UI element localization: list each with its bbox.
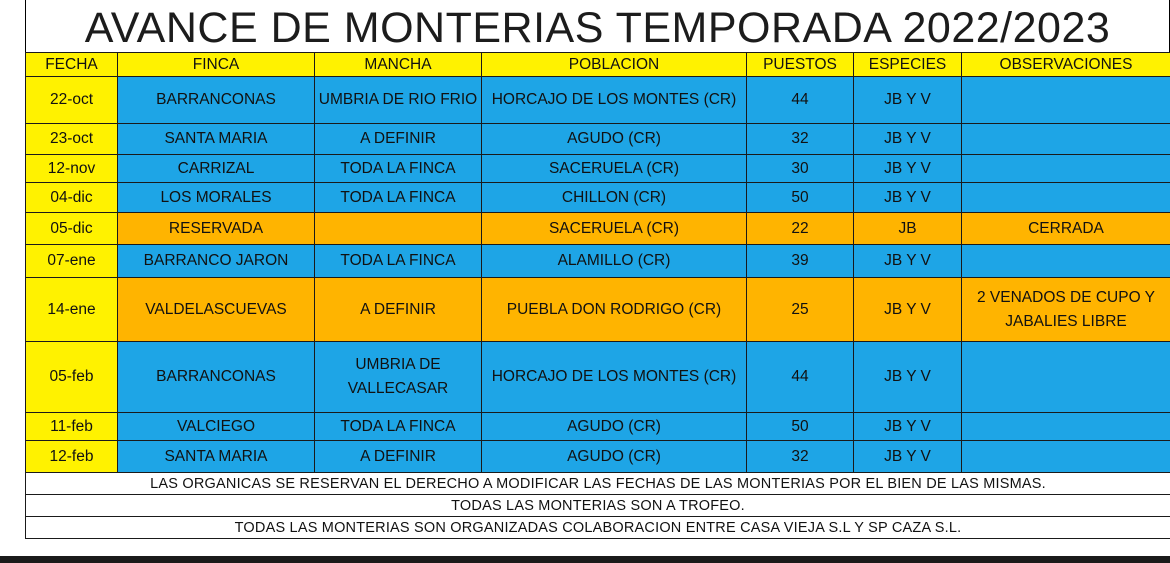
cell-mancha: UMBRIA DE VALLECASAR <box>315 342 482 413</box>
cell-especies: JB Y V <box>854 413 962 441</box>
note-row <box>26 473 1170 495</box>
cell-especies: JB Y V <box>854 278 962 342</box>
cell-finca: RESERVADA <box>118 213 315 245</box>
note-row <box>26 495 1170 517</box>
cell-fecha: 11-feb <box>26 413 118 441</box>
cell-fecha: 23-oct <box>26 124 118 155</box>
cell-obs <box>962 183 1170 213</box>
cell-puestos: 32 <box>747 441 854 473</box>
header-fecha: FECHA <box>26 53 118 77</box>
page-title: AVANCE DE MONTERIAS TEMPORADA 2022/2023 <box>25 0 1170 52</box>
cell-finca: SANTA MARIA <box>118 124 315 155</box>
note-text: TODAS LAS MONTERIAS SON ORGANIZADAS COLABORACION ENTRE CASA VIEJA S.L Y SP CAZA S.L. <box>26 517 1170 539</box>
cell-finca: BARRANCONAS <box>118 342 315 413</box>
cell-obs: CERRADA <box>962 213 1170 245</box>
cell-puestos: 50 <box>747 183 854 213</box>
cell-mancha: TODA LA FINCA <box>315 183 482 213</box>
cell-puestos: 32 <box>747 124 854 155</box>
table-row <box>26 342 1170 413</box>
note-text: LAS ORGANICAS SE RESERVAN EL DERECHO A MODIFICAR LAS FECHAS DE LAS MONTERIAS POR EL BIEN DE LAS MISMAS. <box>26 473 1170 495</box>
header-especies: ESPECIES <box>854 53 962 77</box>
cell-poblacion: SACERUELA (CR) <box>482 155 747 183</box>
cell-poblacion: HORCAJO DE LOS MONTES (CR) <box>482 77 747 124</box>
cell-fecha: 05-dic <box>26 213 118 245</box>
cell-finca: SANTA MARIA <box>118 441 315 473</box>
cell-obs <box>962 413 1170 441</box>
cell-puestos: 30 <box>747 155 854 183</box>
cell-mancha: TODA LA FINCA <box>315 155 482 183</box>
cell-puestos: 44 <box>747 77 854 124</box>
cell-finca: VALCIEGO <box>118 413 315 441</box>
cell-especies: JB Y V <box>854 183 962 213</box>
cell-especies: JB Y V <box>854 245 962 278</box>
cell-obs <box>962 342 1170 413</box>
note-text: TODAS LAS MONTERIAS SON A TROFEO. <box>26 495 1170 517</box>
header-row <box>26 53 1170 77</box>
cell-poblacion: AGUDO (CR) <box>482 441 747 473</box>
header-finca: FINCA <box>118 53 315 77</box>
cell-mancha: A DEFINIR <box>315 278 482 342</box>
bottom-border <box>0 556 1170 563</box>
cell-mancha: UMBRIA DE RIO FRIO <box>315 77 482 124</box>
cell-mancha <box>315 213 482 245</box>
header-mancha: MANCHA <box>315 53 482 77</box>
cell-finca: BARRANCONAS <box>118 77 315 124</box>
table-row <box>26 278 1170 342</box>
cell-fecha: 12-feb <box>26 441 118 473</box>
cell-especies: JB Y V <box>854 155 962 183</box>
note-row <box>26 517 1170 539</box>
cell-finca: BARRANCO JARON <box>118 245 315 278</box>
cell-poblacion: HORCAJO DE LOS MONTES (CR) <box>482 342 747 413</box>
cell-puestos: 22 <box>747 213 854 245</box>
cell-especies: JB Y V <box>854 441 962 473</box>
cell-puestos: 39 <box>747 245 854 278</box>
cell-finca: VALDELASCUEVAS <box>118 278 315 342</box>
cell-especies: JB Y V <box>854 124 962 155</box>
cell-obs <box>962 77 1170 124</box>
cell-puestos: 50 <box>747 413 854 441</box>
cell-especies: JB <box>854 213 962 245</box>
table-row <box>26 183 1170 213</box>
cell-fecha: 07-ene <box>26 245 118 278</box>
cell-poblacion: SACERUELA (CR) <box>482 213 747 245</box>
cell-especies: JB Y V <box>854 77 962 124</box>
cell-fecha: 14-ene <box>26 278 118 342</box>
header-observaciones: OBSERVACIONES <box>962 53 1170 77</box>
schedule-sheet <box>25 0 1170 539</box>
cell-poblacion: PUEBLA DON RODRIGO (CR) <box>482 278 747 342</box>
table-row <box>26 245 1170 278</box>
header-puestos: PUESTOS <box>747 53 854 77</box>
cell-fecha: 22-oct <box>26 77 118 124</box>
cell-obs <box>962 124 1170 155</box>
table-row <box>26 441 1170 473</box>
cell-mancha: A DEFINIR <box>315 124 482 155</box>
cell-mancha: TODA LA FINCA <box>315 245 482 278</box>
table-row <box>26 77 1170 124</box>
cell-especies: JB Y V <box>854 342 962 413</box>
schedule-table <box>25 52 1170 539</box>
table-row <box>26 124 1170 155</box>
cell-obs <box>962 245 1170 278</box>
cell-obs <box>962 441 1170 473</box>
table-row <box>26 213 1170 245</box>
cell-fecha: 12-nov <box>26 155 118 183</box>
cell-obs <box>962 155 1170 183</box>
cell-poblacion: AGUDO (CR) <box>482 124 747 155</box>
cell-poblacion: CHILLON (CR) <box>482 183 747 213</box>
cell-puestos: 44 <box>747 342 854 413</box>
cell-poblacion: AGUDO (CR) <box>482 413 747 441</box>
cell-poblacion: ALAMILLO (CR) <box>482 245 747 278</box>
cell-obs: 2 VENADOS DE CUPO Y JABALIES LIBRE <box>962 278 1170 342</box>
cell-mancha: A DEFINIR <box>315 441 482 473</box>
cell-fecha: 04-dic <box>26 183 118 213</box>
cell-fecha: 05-feb <box>26 342 118 413</box>
cell-finca: CARRIZAL <box>118 155 315 183</box>
table-row <box>26 155 1170 183</box>
cell-finca: LOS MORALES <box>118 183 315 213</box>
table-row <box>26 413 1170 441</box>
cell-mancha: TODA LA FINCA <box>315 413 482 441</box>
cell-puestos: 25 <box>747 278 854 342</box>
header-poblacion: POBLACION <box>482 53 747 77</box>
